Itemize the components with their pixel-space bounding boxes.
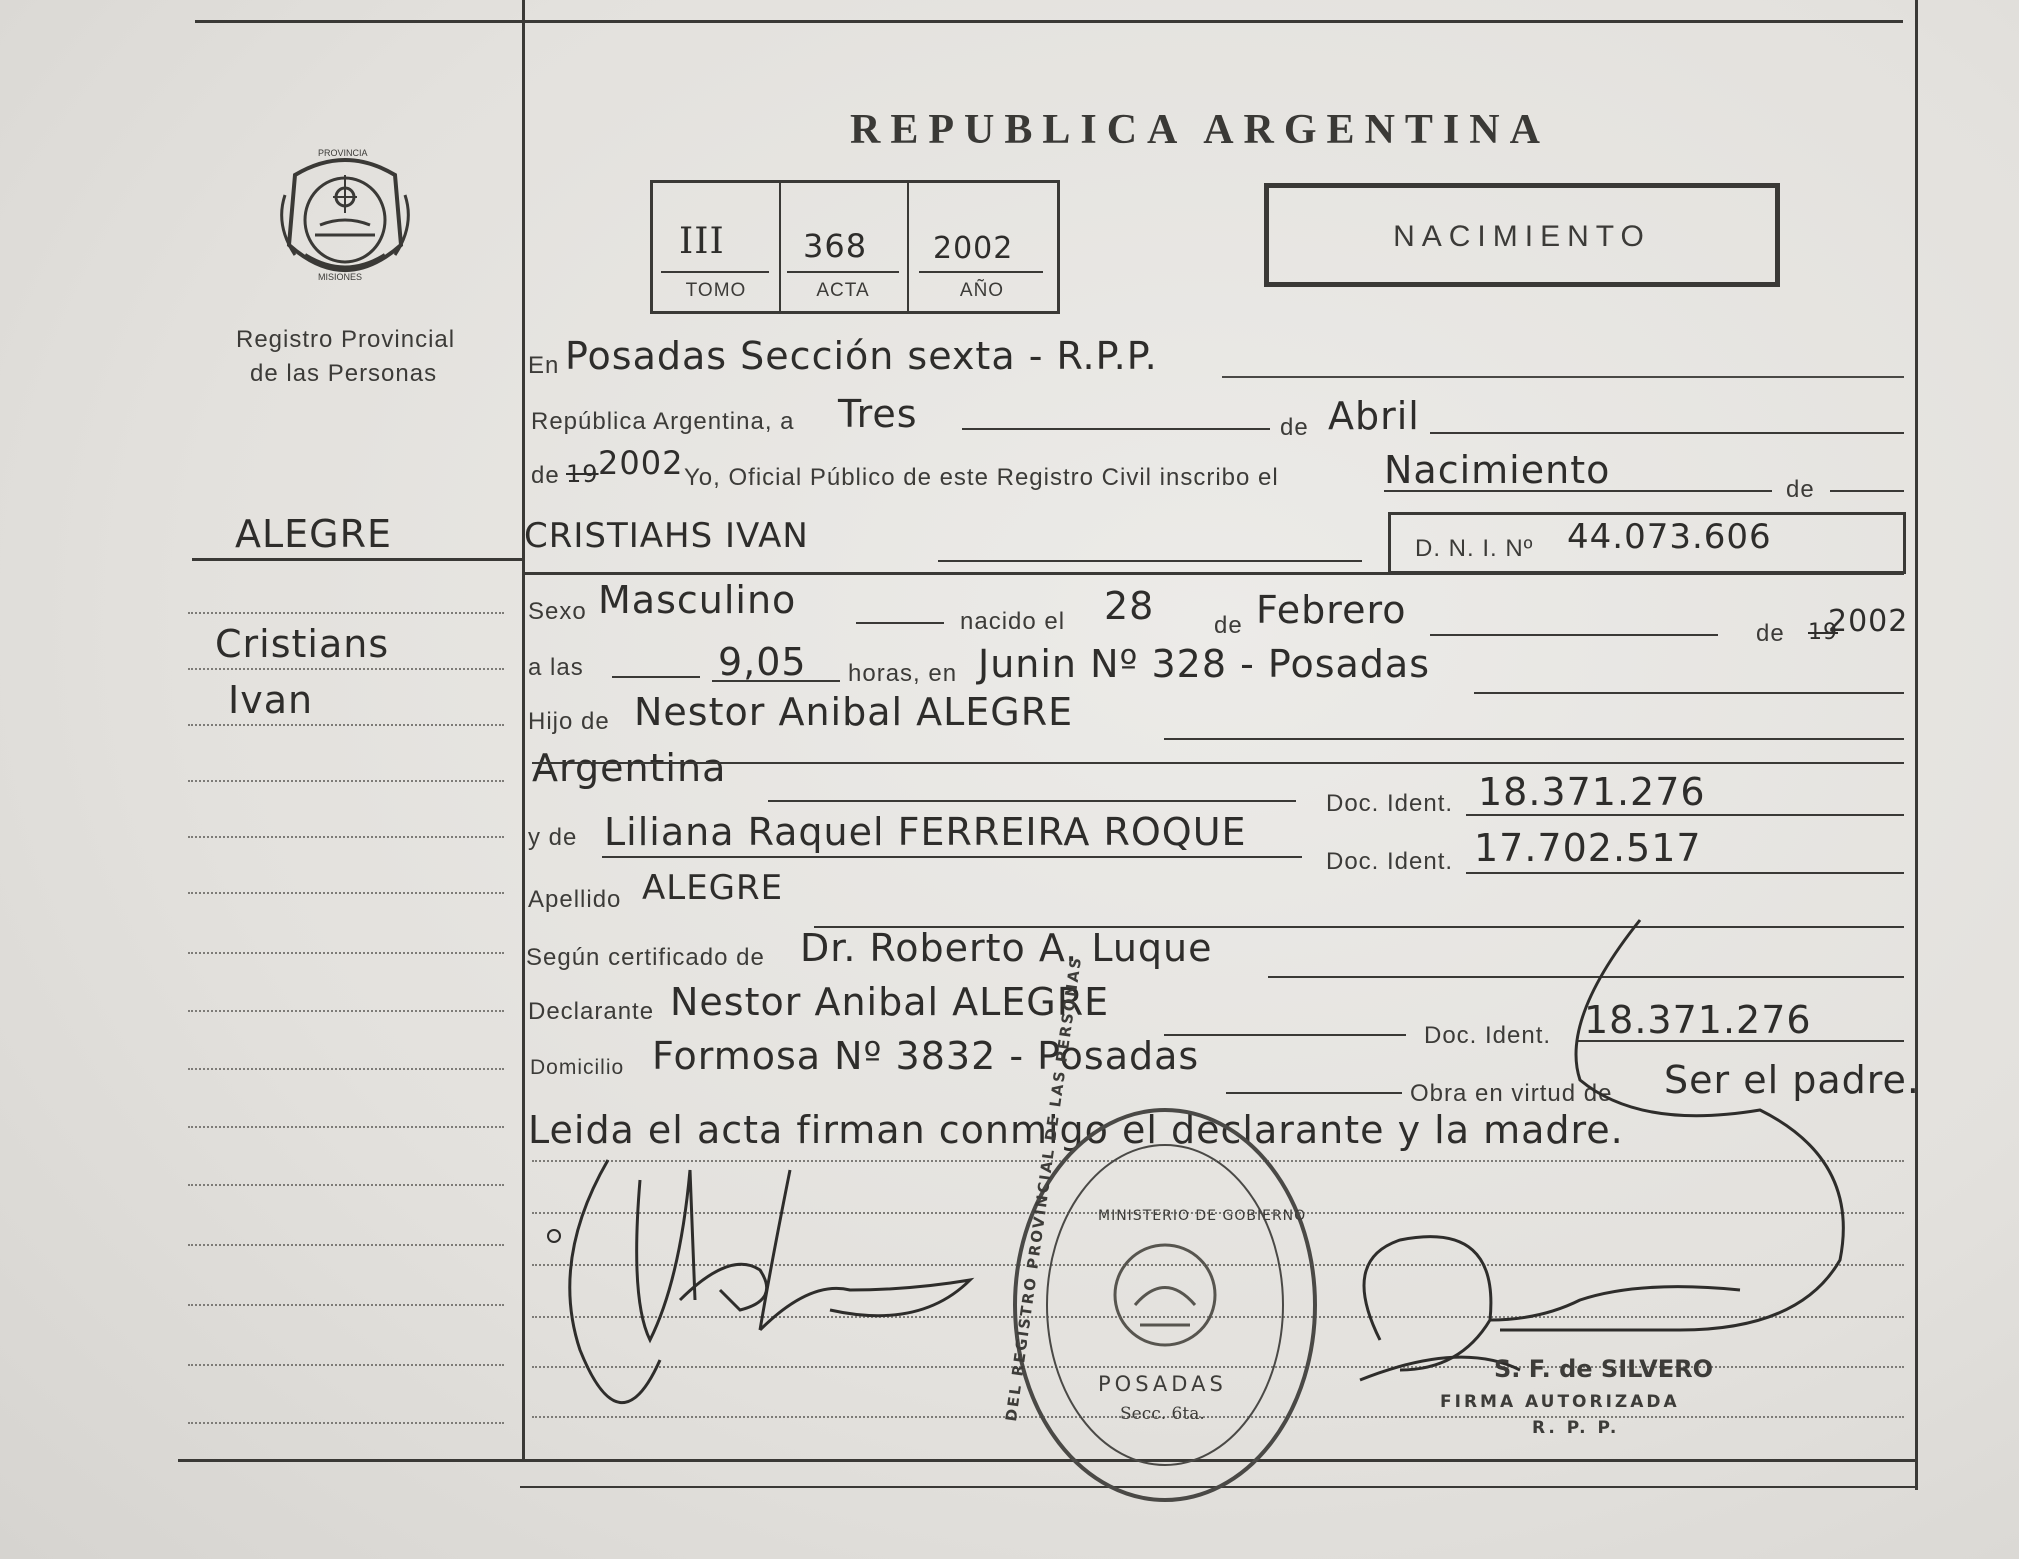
de-label: de	[1280, 414, 1309, 441]
acta-value: 368	[803, 227, 868, 265]
sidebar-rule	[188, 1068, 504, 1070]
dni-box	[1388, 512, 1906, 574]
record-type-label: NACIMIENTO	[1393, 220, 1651, 253]
domicilio-value: Formosa Nº 3832 - Posadas	[652, 1034, 1200, 1078]
obra-label: Obra en virtud de	[1410, 1080, 1613, 1107]
form-rule	[1474, 692, 1904, 694]
month-written: Abril	[1328, 394, 1420, 438]
sidebar-rule	[188, 1304, 504, 1306]
dni-value: 44.073.606	[1567, 517, 1772, 557]
signature-name: S. F. de SILVERO	[1494, 1355, 1713, 1383]
signature-office: R. P. P.	[1532, 1418, 1620, 1438]
ano-label: AÑO	[959, 280, 1005, 301]
form-rule	[712, 680, 840, 682]
registry-name-line1: Registro Provincial	[236, 326, 456, 353]
seal-lettering-top: PROVINCIA	[318, 148, 368, 158]
sidebar-rule	[188, 1010, 504, 1012]
birth-time: 9,05	[718, 640, 807, 684]
father-nationality: Argentina	[532, 746, 727, 790]
form-rule	[1222, 376, 1904, 378]
stamp-city: POSADAS	[1098, 1372, 1227, 1396]
sidebar-rule	[188, 612, 504, 614]
sidebar-rule	[188, 892, 504, 894]
top-border-line	[195, 20, 1903, 23]
en-label: En	[528, 352, 560, 379]
segun-label: Según certificado de	[526, 944, 765, 971]
seal-lettering-bottom: MISIONES	[318, 272, 363, 282]
sidebar-rule	[188, 836, 504, 838]
republica-label: República Argentina, a	[531, 408, 795, 435]
sidebar-rule	[188, 1184, 504, 1186]
place-value: Posadas Sección sexta - R.P.P.	[565, 334, 1158, 378]
left-column-divider	[522, 0, 525, 1462]
birth-year-struck: 19	[1808, 620, 1838, 645]
acta-cell	[779, 183, 909, 311]
father-name: Nestor Anibal ALEGRE	[634, 690, 1074, 734]
record-number-table	[650, 180, 1060, 314]
sexo-value: Masculino	[598, 578, 797, 622]
de-label-2: de	[1786, 476, 1815, 503]
de-label-3: de	[1214, 612, 1243, 639]
birth-year: 2002	[1828, 604, 1909, 639]
closing-note: Leida el acta firman conmigo el declarante y la madre.	[528, 1108, 1624, 1152]
form-rule	[602, 856, 1302, 858]
declarante-label: Declarante	[528, 998, 655, 1025]
yde-label: y de	[528, 824, 578, 851]
sidebar-rule	[188, 668, 504, 670]
tomo-cell	[653, 183, 781, 311]
father-doc: 18.371.276	[1478, 770, 1706, 814]
declarant-signature	[530, 1140, 1000, 1460]
ano-cell	[909, 183, 1055, 311]
mother-doc: 17.702.517	[1474, 826, 1702, 870]
year-value: 2002	[598, 444, 684, 482]
sidebar-surname: ALEGRE	[235, 512, 393, 556]
acta-label: ACTA	[816, 280, 870, 301]
right-border-line	[1915, 0, 1918, 1490]
stamp-inner-text: MINISTERIO DE GOBIERNO	[1098, 1208, 1307, 1224]
apellido-value: ALEGRE	[642, 868, 784, 908]
oficial-text: Yo, Oficial Público de este Registro Civil inscribo el	[684, 464, 1279, 491]
officer-signature	[1340, 900, 1900, 1400]
nacido-label: nacido el	[960, 608, 1066, 635]
form-rule	[1466, 872, 1904, 874]
alas-label: a las	[528, 654, 584, 681]
sexo-label: Sexo	[528, 598, 587, 625]
main-section-rule	[522, 572, 1904, 575]
doc-ident-label-3: Doc. Ident.	[1424, 1022, 1552, 1049]
birth-day: 28	[1104, 584, 1155, 628]
sidebar-surname-rule	[192, 558, 522, 561]
de-label-4: de	[1756, 620, 1785, 647]
domicilio-label: Domicilio	[530, 1056, 625, 1079]
sidebar-given-name-1: Cristians	[215, 622, 390, 666]
tomo-label: TOMO	[685, 280, 747, 301]
tomo-value: III	[679, 221, 725, 262]
form-rule	[1384, 490, 1772, 492]
form-rule	[1430, 432, 1904, 434]
child-name: CRISTIAHS IVAN	[524, 516, 809, 556]
declarante-doc: 18.371.276	[1584, 998, 1812, 1042]
country-title: REPUBLICA ARGENTINA	[850, 107, 1550, 153]
form-rule	[856, 622, 944, 624]
form-rule	[1830, 490, 1904, 492]
stamp-ring-text: DEL REGISTRO PROVINCIAL DE LAS PERSONAS	[1002, 954, 1086, 1423]
ano-value: 2002	[933, 231, 1014, 266]
hijo-label: Hijo de	[528, 708, 610, 735]
sidebar-rule	[188, 724, 504, 726]
form-rule	[532, 762, 1904, 764]
form-rule	[1430, 634, 1718, 636]
horas-label: horas, en	[848, 660, 958, 687]
year-struck: 19	[566, 460, 599, 488]
record-type-box	[1264, 183, 1780, 287]
declarante-value: Nestor Anibal ALEGRE	[670, 980, 1110, 1024]
year-prefix-label: de	[531, 462, 560, 489]
sidebar-given-name-2: Ivan	[228, 678, 314, 722]
birth-place: Junin Nº 328 - Posadas	[978, 642, 1431, 686]
form-rule	[612, 676, 700, 678]
form-rule	[1466, 814, 1904, 816]
form-rule	[1164, 738, 1904, 740]
sidebar-rule	[188, 780, 504, 782]
obra-value: Ser el padre.	[1664, 1058, 1920, 1102]
dni-label: D. N. I. Nº	[1415, 535, 1534, 562]
apellido-label: Apellido	[528, 886, 622, 913]
signature-title: FIRMA AUTORIZADA	[1440, 1392, 1680, 1412]
birth-month: Febrero	[1256, 588, 1407, 632]
certificado-value: Dr. Roberto A. Luque	[800, 926, 1213, 970]
mother-name: Liliana Raquel FERREIRA ROQUE	[604, 810, 1247, 854]
doc-ident-label-2: Doc. Ident.	[1326, 848, 1454, 875]
day-written: Tres	[838, 392, 918, 436]
sidebar-rule	[188, 1422, 504, 1424]
sidebar-rule	[188, 1364, 504, 1366]
form-rule	[768, 800, 1296, 802]
stamp-section: Secc. 6ta.	[1120, 1404, 1205, 1424]
form-rule	[962, 428, 1270, 430]
form-rule	[938, 560, 1362, 562]
sidebar-rule	[188, 952, 504, 954]
sidebar-rule	[188, 1126, 504, 1128]
registry-name-line2: de las Personas	[250, 360, 438, 387]
sidebar-rule	[188, 1244, 504, 1246]
doc-ident-label: Doc. Ident.	[1326, 790, 1454, 817]
act-kind: Nacimiento	[1384, 448, 1611, 492]
